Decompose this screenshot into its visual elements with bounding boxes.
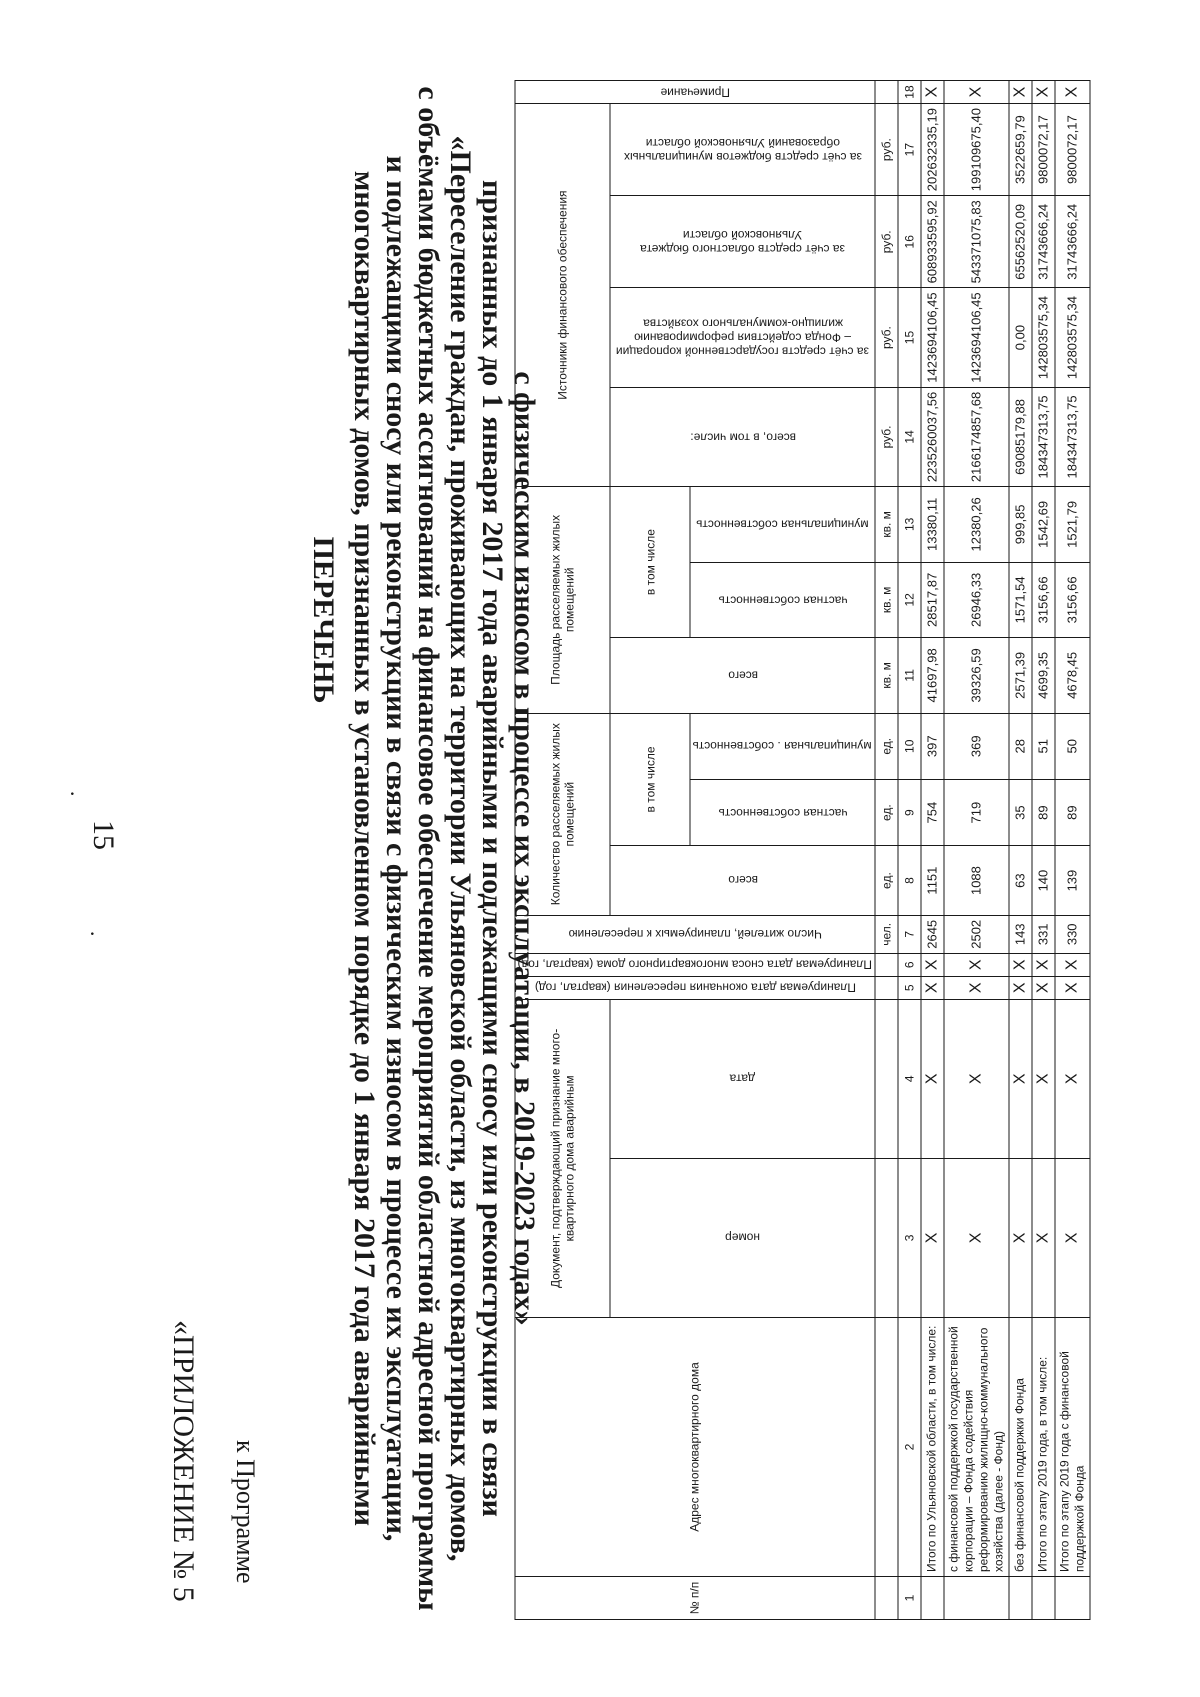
cell-area-private: 1571,54: [1009, 562, 1032, 638]
title-line: «Переселение граждан, проживающих на территории Ульяновской области, из многоквартирных домов,: [444, 135, 477, 1562]
cell-doc-number: Х: [1055, 1158, 1090, 1317]
cell-fund-corp: 142803575,34: [1032, 288, 1055, 387]
cell-rooms-total: 1151: [921, 846, 944, 916]
cell-doc-number: Х: [1032, 1158, 1055, 1317]
header-note: Примечание: [515, 81, 875, 104]
table-row: [1009, 81, 1032, 1620]
cell-residents: 143: [1009, 915, 1032, 953]
title-line: признанных до 1 января 2017 года аварийными и подлежащими сносу или реконструкции в связи: [476, 180, 509, 1517]
appendix-title: «ПРИЛОЖЕНИЕ № 5: [167, 1320, 200, 1602]
column-number: 8: [898, 846, 921, 916]
cell-num: [1055, 1577, 1090, 1620]
column-number: 12: [898, 562, 921, 638]
cell-doc-number: Х: [921, 1158, 944, 1317]
table-row: [1032, 81, 1055, 1620]
cell-fund-local: 9800072,17: [1032, 104, 1055, 196]
table-row: [1055, 81, 1090, 1620]
unit-cell: кв. м: [875, 487, 898, 563]
cell-fund-region: 31743666,24: [1055, 196, 1090, 288]
unit-cell: ед.: [875, 846, 898, 916]
header-funding: Источники финансового обеспечения: [515, 104, 610, 487]
unit-cell: [875, 976, 898, 999]
unit-cell: кв. м: [875, 562, 898, 638]
header-fund-region: за счёт средств областного бюджета Ульяновской области: [610, 196, 875, 288]
cell-label: Итого по Ульяновской области, в том числе:: [921, 1318, 944, 1577]
housing-list-table: [515, 80, 1091, 1620]
cell-fund-region: 31743666,24: [1032, 196, 1055, 288]
unit-cell: [875, 953, 898, 976]
unit-cell: [875, 81, 898, 104]
cell-rooms-municipal: 369: [944, 713, 1009, 779]
column-number: 4: [898, 999, 921, 1158]
unit-cell: руб.: [875, 288, 898, 387]
cell-num: [1032, 1577, 1055, 1620]
cell-residents: 2645: [921, 915, 944, 953]
header-rooms-area: Площадь расселяемых жилых помещений: [515, 487, 610, 714]
cell-rooms-municipal: 28: [1009, 713, 1032, 779]
cell-doc-date: Х: [944, 999, 1009, 1158]
unit-cell: [875, 1318, 898, 1577]
column-number: 17: [898, 104, 921, 196]
header-rooms-count: Количество расселяемых жилых помещений: [515, 713, 610, 915]
cell-area-total: 4678,45: [1055, 638, 1090, 714]
cell-residents: 330: [1055, 915, 1090, 953]
header-area-private: частная собственность: [690, 562, 874, 638]
cell-label: Итого по этапу 2019 года, в том числе:: [1032, 1318, 1055, 1577]
header-fund-corp: за счёт средств государственной корпорации – Фонда содействия реформированию жилищно-коммунального хозяйства: [610, 288, 875, 387]
cell-demolition: Х: [1032, 953, 1055, 976]
cell-fund-corp: 1423694106,45: [921, 288, 944, 387]
unit-cell: руб.: [875, 387, 898, 486]
cell-area-private: 26946,33: [944, 562, 1009, 638]
cell-fund-total: 184347313,75: [1032, 387, 1055, 486]
table-row: [944, 81, 1009, 1620]
cell-rooms-municipal: 397: [921, 713, 944, 779]
cell-doc-number: Х: [944, 1158, 1009, 1317]
header-fund-total: всего, в том числе:: [610, 387, 875, 486]
header-fund-local: за счёт средств бюджетов муниципальных образований Ульяновской области: [610, 104, 875, 196]
scan-speck: ·: [80, 930, 105, 938]
appendix-subtitle: к Программе: [231, 1440, 260, 1584]
cell-fund-total: 2235260037,56: [921, 387, 944, 486]
cell-resettle-end: Х: [1009, 976, 1032, 999]
unit-cell: руб.: [875, 196, 898, 288]
cell-rooms-private: 89: [1055, 779, 1090, 845]
header-resettle-end: Планируемая дата окончания переселения (квартал, год): [515, 976, 875, 999]
cell-note: Х: [1032, 81, 1055, 104]
cell-fund-corp: 1423694106,45: [944, 288, 1009, 387]
unit-cell: [875, 1577, 898, 1620]
header-document: Документ, подтверждающий признание много-квартирного дома аварийным: [515, 999, 610, 1317]
column-number: 14: [898, 387, 921, 486]
column-number: 16: [898, 196, 921, 288]
cell-rooms-private: 754: [921, 779, 944, 845]
cell-num: [921, 1577, 944, 1620]
cell-demolition: Х: [1009, 953, 1032, 976]
cell-demolition: Х: [1055, 953, 1090, 976]
cell-label: без финансовой поддержки Фонда: [1009, 1318, 1032, 1577]
header-rooms-municipal: муниципальная . собственность: [690, 713, 874, 779]
unit-cell: чел.: [875, 915, 898, 953]
column-number-row: [898, 81, 921, 1620]
cell-rooms-total: 139: [1055, 846, 1090, 916]
title-line: с объёмами бюджетных ассигнований на финансовое обеспечение мероприятий областной адресной программы: [412, 86, 445, 1611]
unit-cell: ед.: [875, 713, 898, 779]
cell-rooms-total: 63: [1009, 846, 1032, 916]
column-number: 6: [898, 953, 921, 976]
header-rooms-total: всего: [610, 846, 875, 916]
cell-fund-region: 543371075,83: [944, 196, 1009, 288]
column-number: 7: [898, 915, 921, 953]
cell-doc-number: Х: [1009, 1158, 1032, 1317]
column-number: 3: [898, 1158, 921, 1317]
cell-fund-local: 3522659,79: [1009, 104, 1032, 196]
cell-label: с финансовой поддержкой государственной корпорации – Фонда содействия реформированию жилищно-коммунального хозяйства (далее - Фонд): [944, 1318, 1009, 1577]
header-doc-date: дата: [610, 999, 875, 1158]
cell-fund-region: 65562520,09: [1009, 196, 1032, 288]
cell-area-total: 2571,39: [1009, 638, 1032, 714]
column-number: 2: [898, 1318, 921, 1577]
cell-area-municipal: 12380,26: [944, 487, 1009, 563]
title-line: с физическим износом в процессе их эксплуатации, в 2019-2023 годах»: [508, 371, 541, 1326]
cell-note: Х: [921, 81, 944, 104]
cell-area-municipal: 999,85: [1009, 487, 1032, 563]
cell-rooms-total: 1088: [944, 846, 1009, 916]
column-number: 18: [898, 81, 921, 104]
cell-fund-region: 608933595,92: [921, 196, 944, 288]
column-number: 15: [898, 288, 921, 387]
cell-doc-date: Х: [1055, 999, 1090, 1158]
cell-num: [944, 1577, 1009, 1620]
column-number: 1: [898, 1577, 921, 1620]
header-doc-number: номер: [610, 1158, 875, 1317]
cell-area-total: 39326,59: [944, 638, 1009, 714]
cell-residents: 331: [1032, 915, 1055, 953]
cell-doc-date: Х: [921, 999, 944, 1158]
header-num: № п/п: [515, 1577, 875, 1620]
cell-label: Итого по этапу 2019 года с финансовой поддержкой Фонда: [1055, 1318, 1090, 1577]
header-rooms-private: частная собственность: [690, 779, 874, 845]
cell-rooms-municipal: 51: [1032, 713, 1055, 779]
cell-fund-total: 2166174857,68: [944, 387, 1009, 486]
cell-note: Х: [1055, 81, 1090, 104]
cell-rooms-private: 35: [1009, 779, 1032, 845]
cell-area-municipal: 1542,69: [1032, 487, 1055, 563]
table-row: [921, 81, 944, 1620]
scan-speck: ·: [60, 790, 85, 798]
header-area-total: всего: [610, 638, 875, 714]
cell-resettle-end: Х: [1055, 976, 1090, 999]
cell-fund-total: 69085179,88: [1009, 387, 1032, 486]
cell-note: Х: [1009, 81, 1032, 104]
cell-residents: 2502: [944, 915, 1009, 953]
cell-note: Х: [944, 81, 1009, 104]
title-line: и подлежащими сносу или реконструкции в связи с физическим износом в процессе их эксплуатации,: [380, 155, 413, 1542]
cell-demolition: Х: [921, 953, 944, 976]
cell-area-private: 28517,87: [921, 562, 944, 638]
header-area-incl: в том числе: [610, 487, 690, 638]
cell-fund-corp: 0,00: [1009, 288, 1032, 387]
cell-area-total: 4699,35: [1032, 638, 1055, 714]
cell-doc-date: Х: [1032, 999, 1055, 1158]
unit-cell: [875, 999, 898, 1158]
cell-fund-local: 9800072,17: [1055, 104, 1090, 196]
column-number: 5: [898, 976, 921, 999]
cell-num: [1009, 1577, 1032, 1620]
cell-area-private: 3156,66: [1032, 562, 1055, 638]
column-number: 11: [898, 638, 921, 714]
cell-fund-total: 184347313,75: [1055, 387, 1090, 486]
column-number: 9: [898, 779, 921, 845]
cell-rooms-total: 140: [1032, 846, 1055, 916]
unit-cell: кв. м: [875, 638, 898, 714]
cell-area-private: 3156,66: [1055, 562, 1090, 638]
header-residents: Число жителей, планируемых к переселению: [515, 915, 875, 953]
title-line: многоквартирных домов, признанных в установленном порядке до 1 января 2017 года аварийными: [348, 170, 381, 1527]
header-area-municipal: муниципальная собственность: [690, 487, 874, 563]
unit-cell: руб.: [875, 104, 898, 196]
header-rooms-incl: в том числе: [610, 713, 690, 846]
header-address: Адрес многоквартирного дома: [515, 1318, 875, 1577]
cell-area-municipal: 13380,11: [921, 487, 944, 563]
header-demolition: Планируемая дата сноса многоквартирного дома (квартал, год): [515, 953, 875, 976]
table-body: [921, 81, 1090, 1620]
cell-resettle-end: Х: [1032, 976, 1055, 999]
units-row: [875, 81, 898, 1620]
cell-resettle-end: Х: [944, 976, 1009, 999]
page-number: 15: [87, 820, 120, 850]
unit-cell: [875, 1158, 898, 1317]
column-number: 10: [898, 713, 921, 779]
column-number: 13: [898, 487, 921, 563]
cell-area-total: 41697,98: [921, 638, 944, 714]
cell-fund-local: 202632335,19: [921, 104, 944, 196]
cell-rooms-municipal: 50: [1055, 713, 1090, 779]
cell-demolition: Х: [944, 953, 1009, 976]
unit-cell: ед.: [875, 779, 898, 845]
cell-area-municipal: 1521,79: [1055, 487, 1090, 563]
cell-resettle-end: Х: [921, 976, 944, 999]
cell-fund-corp: 142803575,34: [1055, 288, 1090, 387]
cell-rooms-private: 719: [944, 779, 1009, 845]
cell-fund-local: 199109675,40: [944, 104, 1009, 196]
cell-doc-date: Х: [1009, 999, 1032, 1158]
cell-rooms-private: 89: [1032, 779, 1055, 845]
document-heading: ПЕРЕЧЕНЬ: [307, 536, 340, 704]
